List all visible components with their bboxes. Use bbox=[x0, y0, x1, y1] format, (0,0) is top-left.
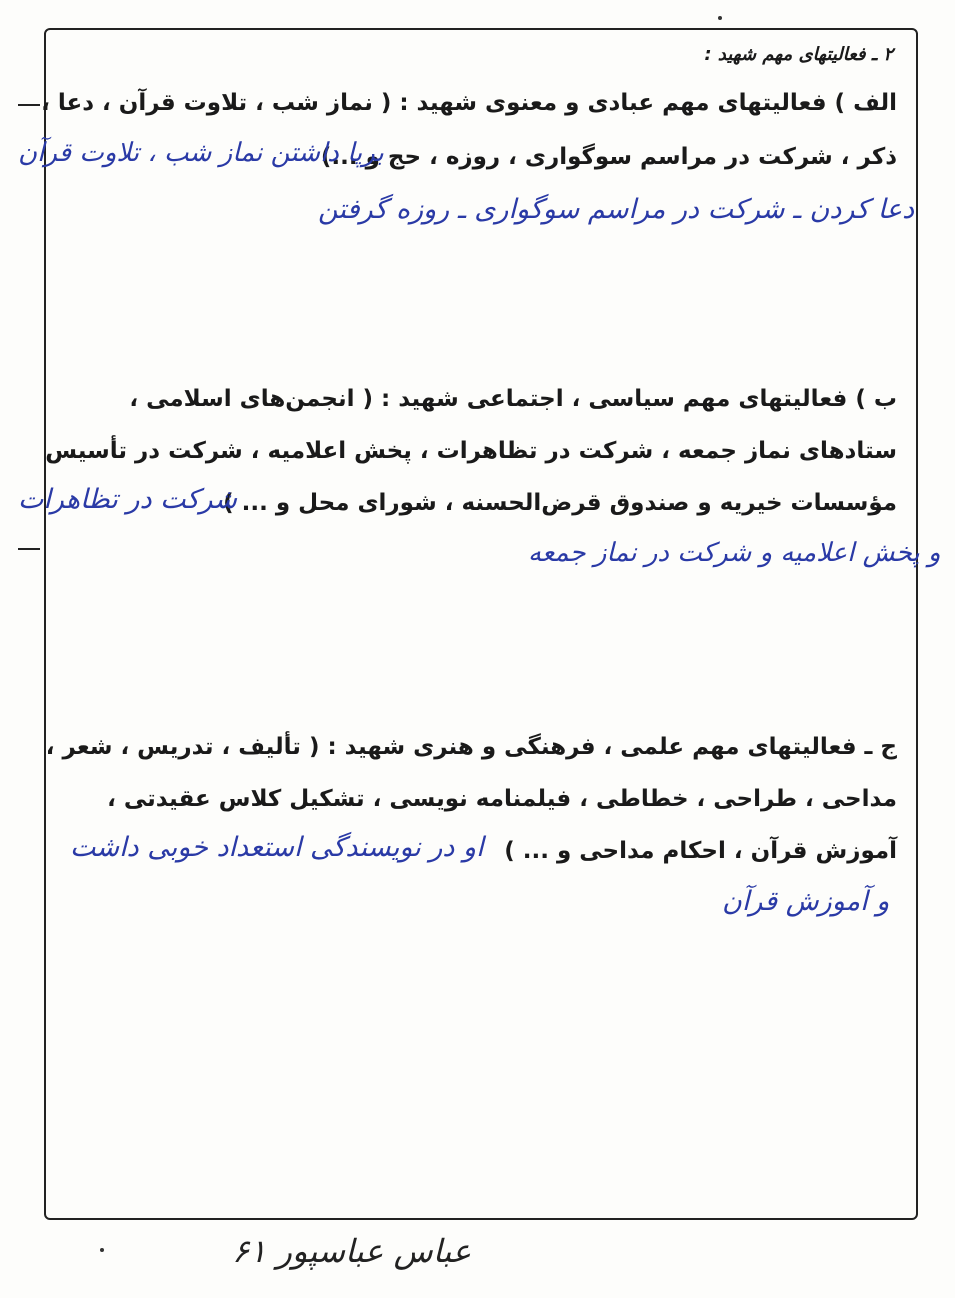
handwritten-answer-b-2: و پخش اعلامیه و شرکت در نماز جمعه bbox=[528, 538, 941, 568]
ink-dot bbox=[718, 16, 722, 20]
ink-dot bbox=[100, 1248, 104, 1252]
signature: عباس عباسپور ۶۱ bbox=[232, 1232, 472, 1270]
section-c-line-3: آموزش قرآن ، احکام مداحی و ... ) bbox=[504, 838, 897, 864]
handwritten-answer-c-1: او در نویسندگی استعداد خوبی داشت bbox=[70, 832, 484, 863]
section-a-line-1: الف ) فعالیتهای مهم عبادی و معنوی شهید : ( نماز شب ، تلاوت قرآن ، دعا ، bbox=[41, 90, 897, 116]
handwritten-answer-b-1: شرکت در تظاهرات bbox=[18, 484, 238, 515]
section-heading: ۲ ـ فعالیتهای مهم شهید : bbox=[704, 44, 893, 65]
section-c-line-1: ج ـ فعالیتهای مهم علمی ، فرهنگی و هنری شهید : ( تألیف ، تدریس ، شعر ، bbox=[45, 734, 897, 760]
section-b-line-1: ب ) فعالیتهای مهم سیاسی ، اجتماعی شهید : ( انجمن‌های اسلامی ، bbox=[129, 386, 897, 412]
handwritten-answer-a-1: برپا داشتن نماز شب ، تلاوت قرآن bbox=[18, 138, 384, 168]
margin-tick-top bbox=[18, 104, 40, 106]
handwritten-answer-a-2: دعا کردن ـ شرکت در مراسم سوگواری ـ روزه گرفتن bbox=[318, 194, 915, 225]
section-c-line-2: مداحی ، طراحی ، خطاطی ، فیلمنامه نویسی ، تشکیل کلاس عقیدتی ، bbox=[107, 786, 897, 812]
section-a-line-2: ذکر ، شرکت در مراسم سوگواری ، روزه ، حج و ...) bbox=[320, 144, 897, 170]
handwritten-answer-c-2: و آموزش قرآن bbox=[722, 886, 890, 917]
margin-tick-bottom bbox=[18, 548, 40, 550]
section-b-line-3: مؤسسات خیریه و صندوق قرض‌الحسنه ، شورای محل و ... ) bbox=[223, 490, 897, 516]
section-b-line-2: ستادهای نماز جمعه ، شرکت در تظاهرات ، پخش اعلامیه ، شرکت در تأسیس bbox=[45, 438, 897, 464]
